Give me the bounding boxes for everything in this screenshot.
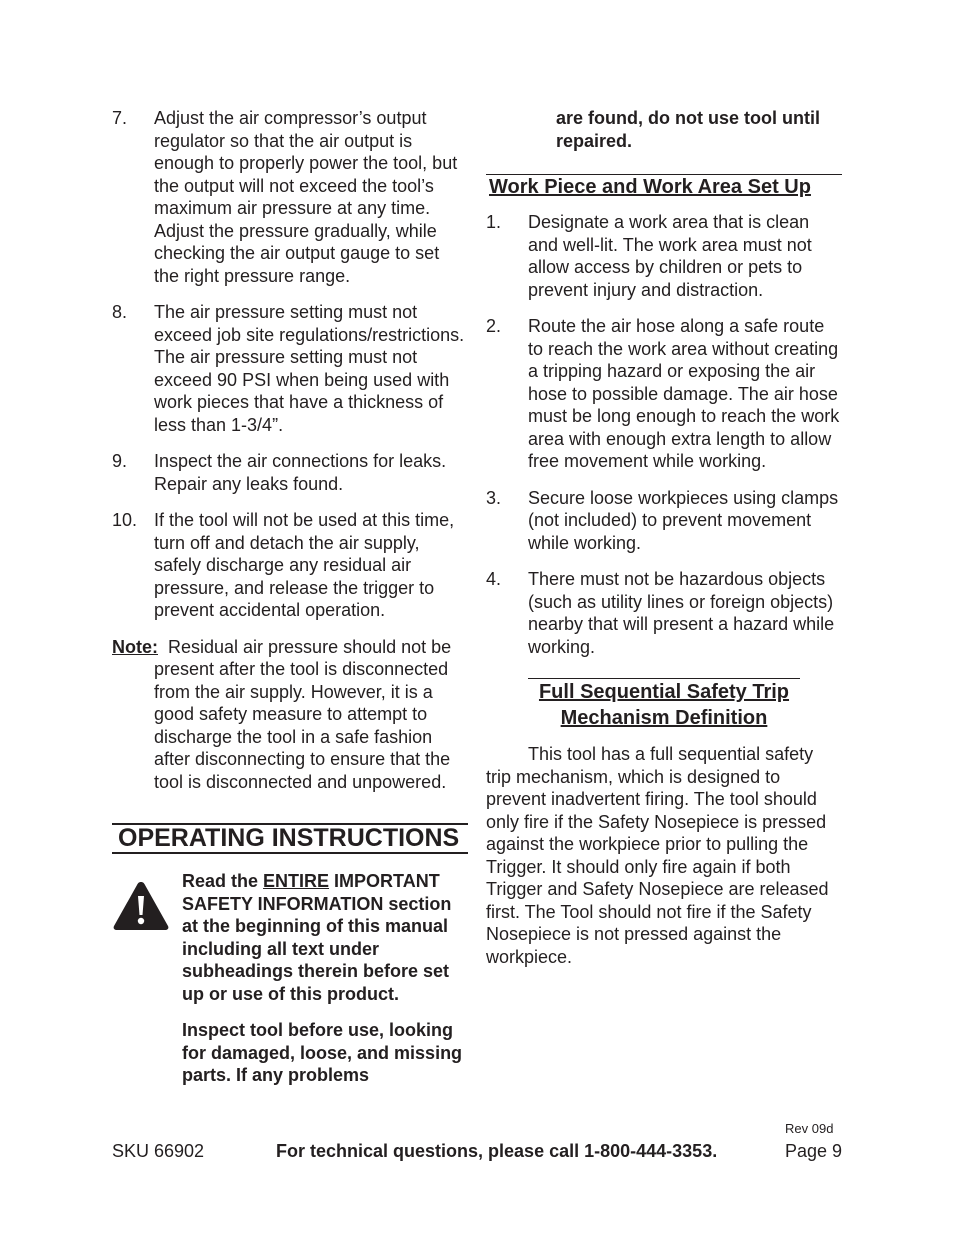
list-item — [486, 487, 842, 555]
list-item — [112, 301, 468, 436]
list-number: 4. — [486, 569, 502, 589]
list-item — [486, 211, 842, 301]
list-number: 1. — [486, 212, 502, 232]
safety-trip-heading — [528, 678, 800, 731]
list-number: 10. — [112, 510, 138, 530]
inspect-paragraph: Inspect tool before use, looking for damaged, loose, and missing parts. If any problems — [182, 1020, 463, 1085]
note-body — [112, 636, 468, 794]
page-footer — [112, 1140, 842, 1164]
safety-trip-heading-line1: Full Sequential Safety Trip — [538, 681, 790, 703]
note — [112, 636, 468, 794]
list-number: 9. — [112, 451, 128, 471]
warning-paragraph: Read the ENTIRE IMPORTANT SAFETY INFORMATION section at the beginning of this manual including all text under subheadings therein before set up or use of this product. — [182, 871, 452, 1004]
list-number: 7. — [112, 108, 128, 128]
tech-support-line: For technical questions, please call 1-800-444-3353. — [276, 1141, 718, 1161]
list-text: There must not be hazardous objects (such as utility lines or foreign objects) nearby that will present a hazard while working. — [528, 569, 835, 657]
note-text: Residual air pressure should not be present after the tool is disconnected from the air supply. However, it is a good safety measure to attempt to discharge the tool in a safe fashion after disconnecting to ensure that the tool is disconnected and unpowered. — [154, 636, 452, 792]
right-column — [486, 107, 842, 968]
list-text: Adjust the air compressor’s output regulator so that the air output is enough to properly power the tool, but the output will not exceed the tool’s maximum air pressure at any time. Adjust the pressure gradually, while checking the air output gauge to set the right pressure range. — [154, 108, 458, 286]
list-item — [112, 107, 468, 287]
list-text: Route the air hose along a safe route to reach the work area without creating a tripping hazard or exposing the air hose to possible damage. The air hose must be long enough to reach the work area with enough extra length to allow free movement while working. — [528, 316, 840, 471]
note-label: Note: — [112, 636, 158, 657]
work-area-heading: Work Piece and Work Area Set Up — [486, 174, 842, 199]
left-column — [112, 107, 468, 1101]
sku-label: SKU 66902 — [112, 1141, 205, 1161]
list-item — [486, 315, 842, 473]
list-number: 2. — [486, 316, 502, 336]
entire-emphasis: ENTIRE — [263, 871, 330, 891]
revision-label: Rev 09d — [785, 1121, 834, 1136]
operating-instructions-title: OPERATING INSTRUCTIONS — [118, 824, 460, 852]
safety-trip-paragraph: This tool has a full sequential safety trip mechanism, which is designed to prevent inadvertent firing. The tool should only fire if the Safety Nosepiece is pressed against the workpiece prior to pulling the Trigger. It should only fire again if both Trigger and Safety Nosepiece are released first. The Tool should not fire if the Safety Nosepiece is not pressed against the workpiece. — [486, 744, 829, 967]
safety-warning — [112, 870, 468, 1101]
list-text: The air pressure setting must not exceed job site regulations/restrictions. The air pressure setting must not exceed 90 PSI when being used with work pieces that have a thickness of less than 1-3/4”. — [154, 302, 465, 435]
warning-text — [182, 870, 468, 1101]
page-number: Page 9 — [784, 1141, 842, 1161]
safety-trip-heading-line2: Mechanism Definition — [560, 707, 768, 729]
warning-triangle-icon-svg — [112, 880, 170, 932]
continued-warning: are found, do not use tool until repaired. — [556, 108, 820, 151]
list-text: Inspect the air connections for leaks. Repair any leaks found. — [154, 451, 447, 494]
list-number: 3. — [486, 487, 502, 508]
list-number: 8. — [112, 302, 128, 322]
list-item — [486, 568, 842, 658]
list-text: If the tool will not be used at this time, turn off and detach the air supply, safely discharge any residual air pressure, and release the trigger to prevent accidental operation. — [154, 510, 455, 620]
list-item — [112, 509, 468, 622]
list-item — [112, 450, 468, 495]
list-text: Secure loose workpieces using clamps (not included) to prevent movement while working. — [528, 487, 839, 553]
list-text: Designate a work area that is clean and well-lit. The work area must not allow access by children or pets to prevent injury and distraction. — [528, 212, 812, 300]
warning-triangle-icon — [112, 870, 182, 1101]
operating-instructions-heading — [112, 823, 468, 854]
